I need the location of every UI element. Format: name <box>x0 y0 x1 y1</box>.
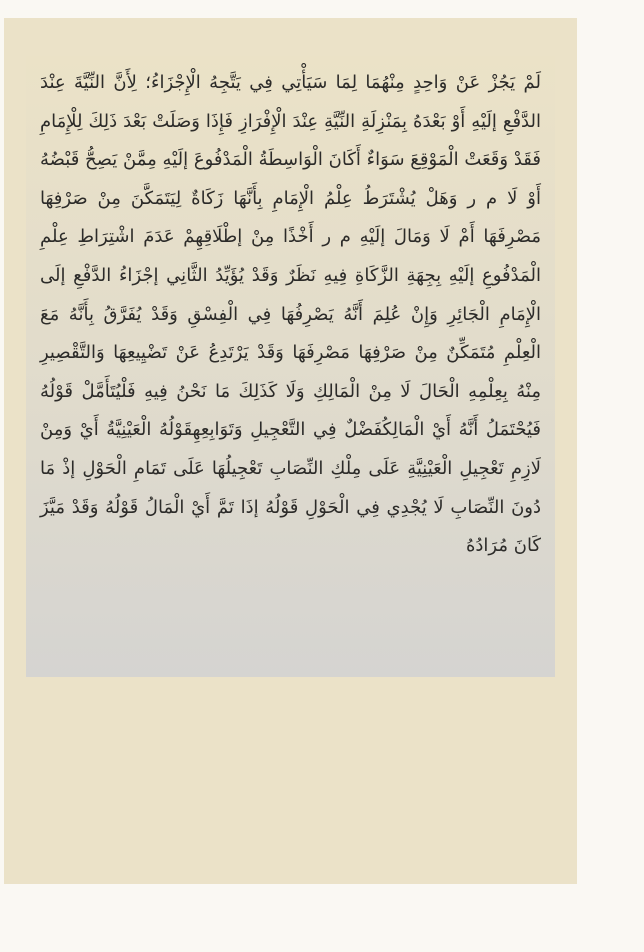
arabic-paragraph: لَمْ يَجُزْ عَنْ وَاحِدٍ مِنْهُمَا لِمَا سَيَأْتِي فِي يَتَّجِهُ الْإِجْزَاءُ؛ لِأَنَّ النِّيَّةَ عِنْدَ الدَّفْعِ إلَيْهِ أَوْ بَعْدَهُ بِمَنْزِلَةِ النِّيَّةِ عِنْدَ الْإِفْرَازِ فَإِذَا وَصَلَتْ بَعْدَ ذَلِكَ لِلْإِمَامِ فَقَدْ وَقَعَتْ الْمَوْقِعَ سَوَاءٌ أَكَانَ الْوَاسِطَةُ الْمَدْفُوعَ إلَيْهِ مِمَّنْ يَصِحُّ قَبْضُهُ أَوْ لَا م ر وَهَلْ يُشْتَرَطُ عِلْمُ الْإِمَامِ بِأَنَّهَا زَكَاةٌ لِيَتَمَكَّنَ مِنْ صَرْفِهَا مَصْرِفَهَا أَمْ لَا وَمَالَ إلَيْهِ م ر أَخْذًا مِنْ إطْلَاقِهِمْ عَدَمَ اشْتِرَاطِ عِلْمِ الْمَدْفُوعِ إلَيْهِ بِجِهَةِ الزَّكَاةِ فِيهِ نَظَرٌ وَقَدْ يُؤَيِّدُ الثَّانِي إجْزَاءُ الدَّفْعِ إلَى الْإِمَامِ الْجَائِرِ وَإِنْ عُلِمَ أَنَّهُ يَصْرِفُهَا فِي الْفِسْقِ وَقَدْ يُفَرَّقُ بِأَنَّهُ مَعَ الْعِلْمِ مُتَمَكِّنٌ مِنْ صَرْفِهَا مَصْرِفَهَا وَقَدْ يَرْتَدِعُ عَنْ تَضْيِيعِهَا وَالتَّقْصِيرِ مِنْهُ بِعِلْمِهِ الْحَالَ لَا مِنْ الْمَالِكِ وَلَا كَذَلِكَ مَا نَحْنُ فِيهِ فَلْيُتَأَمَّلْ قَوْلُهُ فَيُحْتَمَلُ أَنَّهُ أَيْ الْمَالِكُفَضْلٌ فِي التَّعْجِيلِ وَتَوَابِعِهِقَوْلُهُ الْعَيْنِيَّةُ أَيْ وَمِنْ لَازِمِ تَعْجِيلِ الْعَيْنِيَّةِ عَلَى مِلْكِ النِّصَابِ تَعْجِيلُهَا عَلَى تَمَامِ الْحَوْلِ إذْ مَا دُونَ النِّصَابِ لَا يُجْدِي فِي الْحَوْلِ قَوْلُهُ إذَا تَمَّ أَيْ الْمَالُ قَوْلُهُ وَقَدْ مَيَّزَ كَانَ مُرَادُهُ <box>40 72 541 557</box>
document-page <box>4 18 577 884</box>
text-card <box>26 56 555 677</box>
